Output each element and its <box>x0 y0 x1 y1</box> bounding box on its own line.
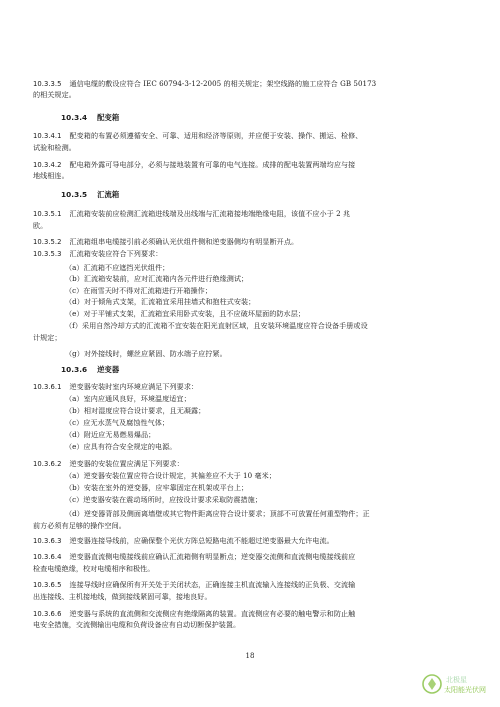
text-line <box>33 552 355 562</box>
text-line <box>33 592 212 601</box>
watermark-line1: 北极星 <box>446 676 467 684</box>
clause-text: （d）对于倾角式支架，汇流箱宜采用挂墙式和抱柱式安装； <box>65 297 256 306</box>
clause-text: 逆变器连接导线前，应确保整个光伏方阵总短路电流不能超过逆变器最大允许电流。 <box>69 536 334 545</box>
text-line <box>33 90 76 99</box>
clause-text: 的相关规定。 <box>33 90 76 99</box>
text-line <box>65 471 276 480</box>
clause-number: 10.3.6.4 <box>33 553 62 561</box>
clause-text: （e）应具有符合安全规定的电源。 <box>65 442 177 451</box>
text-line <box>65 418 169 427</box>
text-line <box>65 286 212 295</box>
clause-text: 检查电缆绝缘，校对电缆相序和极性。 <box>33 564 155 573</box>
clause-text: 计规定； <box>33 333 62 342</box>
text-line <box>33 459 184 469</box>
text-line <box>65 495 262 504</box>
clause-text: （a）汇流箱不应遮挡光伏组件； <box>65 263 170 272</box>
text-line <box>61 113 119 122</box>
clause-text: 汇流箱安装应符合下列要求： <box>69 249 163 258</box>
clause-number: 10.3.6.3 <box>33 537 62 545</box>
text-line <box>65 406 205 415</box>
clause-text: （b）相对湿度应符合设计要求，且无凝露； <box>65 406 206 415</box>
watermark-line2: 太阳能光伏网 <box>444 686 486 694</box>
clause-number: 10.3.6.5 <box>33 581 62 589</box>
clause-text: 地线相连。 <box>33 171 69 180</box>
clause-number: 10.3.4.2 <box>33 161 62 169</box>
text-line <box>33 171 69 180</box>
clause-text: 逆变器安装时室内环境应满足下列要求： <box>69 382 199 391</box>
clause-text: （f）采用自然冷却方式的汇流箱不宜安装在阳光直射区域，且安装环境温度应符合设备手册或设 <box>65 321 368 330</box>
clause-text: （b）安装在室外的逆变器，应牢靠固定在机架或平台上； <box>65 483 249 492</box>
clause-text: 逆变器的安装位置应满足下列要求： <box>69 459 184 468</box>
clause-text: 连接导线时应确保所有开关处于关闭状态，正确连接主机直流输入连接线的正负极、交流输 <box>69 580 356 589</box>
text-line <box>65 394 191 403</box>
clause-number: 10.3.6 <box>61 365 88 374</box>
clause-number: 10.3.6.6 <box>33 610 62 618</box>
text-line <box>65 263 169 272</box>
section-heading: 汇流箱 <box>97 190 120 199</box>
clause-text: （c）应无水蒸气及腐蚀性气体； <box>65 418 170 427</box>
clause-number: 10.3.6.2 <box>33 460 62 468</box>
clause-text: 逆变器直流侧电缆接线前应确认汇流箱侧有明显断点；逆变器交流侧和直流侧电缆接线前应 <box>69 552 356 561</box>
text-line <box>33 333 62 342</box>
clause-text: 出连接线、主机接地线，做到接线紧固可靠，接地良好。 <box>33 592 212 601</box>
clause-text: 汇流箱组串电缆接引前必须确认光伏组件侧和逆变器侧均有明显断开点。 <box>69 237 299 246</box>
text-line <box>33 249 162 259</box>
text-line <box>65 349 227 358</box>
clause-number: 10.3.4.1 <box>33 132 62 140</box>
clause-text: （e）对于平铺式支架，汇流箱宜采用卧式安装，且不应破坏屋面的防水层； <box>65 309 305 318</box>
clause-text: 前方必须有足够的操作空间。 <box>33 521 126 530</box>
clause-text: （d）逆变器背部及侧面离墙壁或其它物件距离应符合设计要求；顶部不可放置任何重型物件；正 <box>65 509 370 518</box>
clause-number: 10.3.5 <box>61 190 88 199</box>
clause-text: （a）逆变器安装位置应符合设计规定，其偏差应不大于 10 毫米； <box>65 471 276 480</box>
clause-text: （c）在雨雪天时不得对汇流箱进行开箱操作； <box>65 286 212 295</box>
text-line <box>65 297 255 306</box>
text-line <box>33 131 362 141</box>
clause-text: （g）对外接线时，螺丝应紧固、防水端子应拧紧。 <box>65 349 227 358</box>
section-heading: 配变箱 <box>97 113 120 122</box>
text-line <box>65 483 248 492</box>
text-line <box>33 160 355 170</box>
text-line <box>33 209 350 219</box>
text-line <box>61 190 119 199</box>
clause-text: 电安全措施，交流侧输出电缆和负荷设备应有自动切断保护装置。 <box>33 620 241 629</box>
text-line <box>65 430 155 439</box>
clause-text: 配电箱外露可导电部分，必须与接地装置有可靠的电气连接。成排的配电装置两端均应与接 <box>69 160 356 169</box>
clause-text: 欧。 <box>33 221 48 230</box>
section-heading: 逆变器 <box>97 365 120 374</box>
clause-text: 逆变器与系统的直流侧和交流侧应有绝缘隔离的装置。直流侧应有必要的触电警示和防止触 <box>69 609 356 618</box>
text-line <box>33 620 240 629</box>
text-line <box>65 442 176 451</box>
text-line <box>33 580 355 590</box>
text-line <box>33 521 126 530</box>
text-line <box>33 79 376 89</box>
clause-number: 10.3.4 <box>61 113 88 122</box>
text-line <box>33 143 76 152</box>
text-line <box>33 237 298 247</box>
text-line <box>65 321 368 330</box>
text-line <box>33 564 154 573</box>
text-line <box>65 509 370 518</box>
clause-number: 10.3.6.1 <box>33 383 62 391</box>
clause-text: 试验和检测。 <box>33 143 76 152</box>
text-line <box>33 536 334 546</box>
clause-text: 配变箱的布置必须遵循安全、可靠、适用和经济等原则，并应便于安装、操作、搬运、检修、 <box>69 131 363 140</box>
clause-text: （a）室内应通风良好，环境温度适宜； <box>65 394 191 403</box>
watermark-logo <box>420 670 490 698</box>
clause-number: 10.3.5.1 <box>33 210 62 218</box>
clause-number: 10.3.5.3 <box>33 250 62 258</box>
text-line <box>33 382 198 392</box>
text-line <box>65 274 248 283</box>
page-number: 18 <box>245 652 255 660</box>
text-line <box>33 609 355 619</box>
clause-number: 10.3.5.2 <box>33 238 62 246</box>
clause-text: （d）附近应无易燃易爆品； <box>65 430 156 439</box>
clause-number: 10.3.3.5 <box>33 80 62 88</box>
text-line <box>33 221 47 230</box>
clause-text: 通信电缆的敷设应符合 IEC 60794-3-12-2005 的相关规定；架空线路的施工应符合 GB 50173 <box>69 79 377 88</box>
clause-text: （b）汇流箱安装前，应对汇流箱内各元件进行绝缘测试； <box>65 274 249 283</box>
text-line <box>61 365 119 374</box>
clause-text: （c）逆变器安装在震动场所时，应按设计要求采取防震措施； <box>65 495 262 504</box>
text-line <box>65 309 305 318</box>
clause-text: 汇流箱安装前应检测汇流箱进线端及出线端与汇流箱接地端绝缘电阻，该值不应小于 2 兆 <box>69 209 351 218</box>
